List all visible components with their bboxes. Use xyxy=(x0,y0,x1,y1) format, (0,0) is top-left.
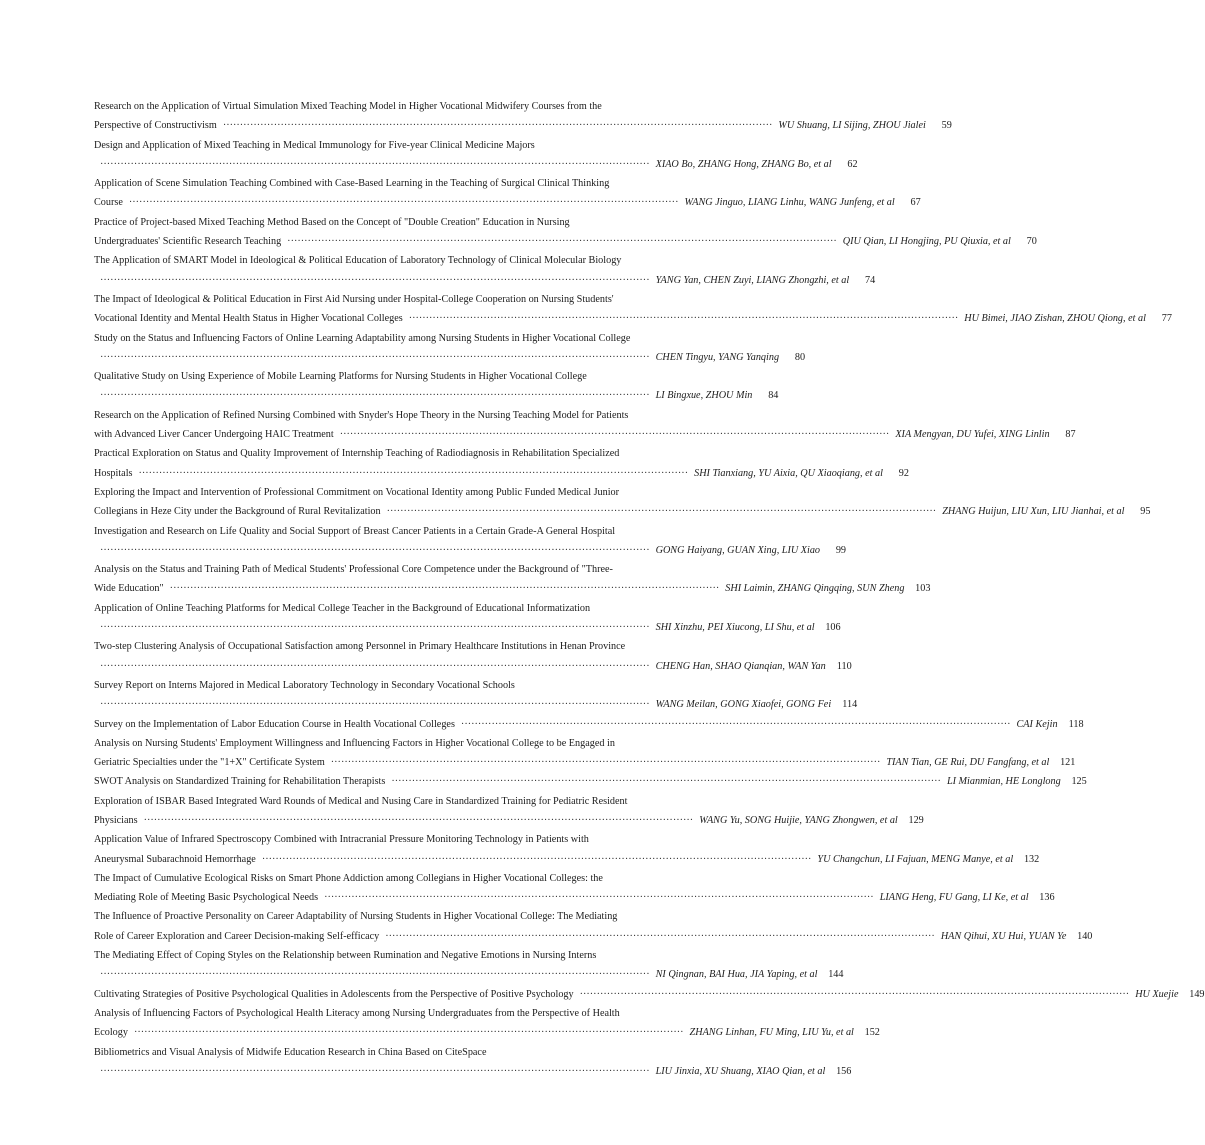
toc-entry-title-continuation: Wide Education" xyxy=(94,583,164,595)
toc-entry-leader-row xyxy=(94,965,844,984)
toc-entry-title: Investigation and Research on Life Quality and Social Support of Breast Cancer Patients in a Certain Grade-A General Hospital xyxy=(94,525,616,537)
toc-entry-page-number: 121 xyxy=(1060,757,1076,769)
toc-entry[interactable] xyxy=(94,676,858,715)
toc-entry-page-number: 129 xyxy=(908,814,924,826)
dot-leader: ·································································································································································· xyxy=(100,158,650,170)
toc-entry-leader-row xyxy=(94,464,909,483)
toc-entry-leader-row xyxy=(94,985,1205,1004)
toc-entry-authors: LIU Jinxia, XU Shuang, XIAO Qian, et al xyxy=(655,1065,826,1077)
toc-entry-title: Research on the Application of Refined Nursing Combined with Snyder's Hope Theory in the Nursing Teaching Model for Patients xyxy=(94,409,629,421)
toc-entry-title-continuation: with Advanced Liver Cancer Undergoing HAIC Treatment xyxy=(94,429,334,441)
toc-entry-page-number: 99 xyxy=(835,544,847,556)
dot-leader: ·································································································································································· xyxy=(222,120,773,132)
dot-leader: ·································································································································································· xyxy=(100,699,650,711)
toc-entry-leader-row xyxy=(94,425,1076,444)
toc-entry[interactable] xyxy=(94,792,924,831)
toc-entry-leader-row xyxy=(94,1062,852,1081)
toc-entry-title-continuation: Survey on the Implementation of Labor Education Course in Health Vocational Colleges xyxy=(94,718,455,730)
toc-entry-title: Bibliometrics and Visual Analysis of Midwife Education Research in China Based on CiteSpace xyxy=(94,1046,487,1058)
toc-entry-title-continuation: SWOT Analysis on Standardized Training for Rehabilitation Therapists xyxy=(94,776,386,788)
toc-entry-authors: HAN Qihui, XU Hui, YUAN Ye xyxy=(940,930,1067,942)
toc-entry-authors: HU Bimei, JIAO Zishan, ZHOU Qiong, et al xyxy=(964,313,1146,325)
toc-entry-title: The Mediating Effect of Coping Styles on the Relationship between Rumination and Negative Emotions in Nursing Interns xyxy=(94,950,597,962)
toc-entry-title: Analysis on Nursing Students' Employment Willingness and Influencing Factors in Higher Vocational College to be Engaged in xyxy=(94,737,615,749)
toc-entry-page-number: 140 xyxy=(1077,930,1093,942)
toc-entry-title: The Impact of Cumulative Ecological Risks on Smart Phone Addiction among Collegians in Higher Vocational Colleges: the xyxy=(94,872,603,884)
dot-leader: ·································································································································································· xyxy=(330,757,881,769)
toc-entry-authors: WANG Jinguo, LIANG Linhu, WANG Junfeng, et al xyxy=(684,197,895,209)
toc-entry-page-number: 92 xyxy=(898,467,909,479)
toc-entry-leader-row xyxy=(94,850,1040,869)
toc-entry-leader-row xyxy=(94,348,806,367)
toc-entry[interactable] xyxy=(94,406,1076,445)
toc-entry-authors: YU Changchun, LI Fajuan, MENG Manye, et al xyxy=(817,853,1014,865)
toc-entry-authors: CHENG Han, SHAO Qianqian, WAN Yan xyxy=(655,660,826,672)
dot-leader: ·································································································································································· xyxy=(100,544,650,556)
toc-entry-authors: LI Mianmian, HE Longlong xyxy=(946,776,1061,788)
dot-leader: ·································································································································································· xyxy=(100,351,650,363)
toc-entry[interactable] xyxy=(94,946,844,985)
dot-leader: ·································································································································································· xyxy=(261,853,812,865)
dot-leader: ·································································································································································· xyxy=(100,1065,650,1077)
toc-entry-authors: SHI Tianxiang, YU Aixia, QU Xiaoqiang, et al xyxy=(694,467,883,479)
dot-leader: ·································································································································································· xyxy=(579,988,1130,1000)
toc-entry[interactable] xyxy=(94,1004,880,1043)
toc-entry-page-number: 118 xyxy=(1068,718,1084,730)
toc-entry-authors: SHI Laimin, ZHANG Qingqing, SUN Zheng xyxy=(725,583,905,595)
toc-entry-leader-row xyxy=(94,193,921,212)
toc-entry-authors: CHEN Tingyu, YANG Yanqing xyxy=(655,351,780,363)
dot-leader: ·································································································································································· xyxy=(408,313,959,325)
toc-entry[interactable] xyxy=(94,290,1172,329)
toc-entry-title: The Influence of Proactive Personality on Career Adaptability of Nursing Students in Higher Vocational College: The Mediating xyxy=(94,911,618,923)
toc-entry-authors: XIA Mengyan, DU Yufei, XING Linlin xyxy=(895,429,1050,441)
dot-leader: ·································································································································································· xyxy=(385,930,935,942)
toc-entry-authors: ZHANG Huijun, LIU Xun, LIU Jianhai, et al xyxy=(942,506,1125,518)
toc-entry[interactable] xyxy=(94,97,952,136)
dot-leader: ·································································································································································· xyxy=(133,1027,684,1039)
dot-leader: ·································································································································································· xyxy=(100,660,650,672)
toc-entry-authors: CAI Kejin xyxy=(1016,718,1058,730)
toc-entry-title: The Application of SMART Model in Ideological & Political Education of Laboratory Technology of Clinical Molecular Biology xyxy=(94,255,622,267)
toc-entry[interactable] xyxy=(94,367,779,406)
toc-entry-authors: GONG Haiyang, GUAN Xing, LIU Xiao xyxy=(655,544,821,556)
toc-entry-authors: LIANG Heng, FU Gang, LI Ke, et al xyxy=(879,892,1029,904)
toc-entry-title: Design and Application of Mixed Teaching in Medical Immunology for Five-year Clinical Medicine Majors xyxy=(94,139,535,151)
toc-entry-authors: SHI Xinzhu, PEI Xiucong, LI Shu, et al xyxy=(655,622,815,634)
toc-entry[interactable] xyxy=(94,830,1040,869)
toc-entry[interactable] xyxy=(94,985,1205,1004)
toc-entry-authors: YANG Yan, CHEN Zuyi, LIANG Zhongzhi, et al xyxy=(655,274,850,286)
toc-entry[interactable] xyxy=(94,907,1093,946)
toc-entry[interactable] xyxy=(94,560,931,599)
toc-entry-title: The Impact of Ideological & Political Education in First Aid Nursing under Hospital-College Cooperation on Nursing Students' xyxy=(94,293,614,305)
toc-entry-title: Application of Online Teaching Platforms for Medical College Teacher in the Background of Educational Informatization xyxy=(94,602,591,614)
toc-entry-title-continuation: Geriatric Specialties under the "1+X" Certificate System xyxy=(94,757,325,769)
toc-entry-title: Survey Report on Interns Majored in Medical Laboratory Technology in Secondary Vocational Schools xyxy=(94,679,515,691)
toc-entry-title: Application Value of Infrared Spectroscopy Combined with Intracranial Pressure Monitoring Technology in Patients with xyxy=(94,834,589,846)
toc-entry-title-continuation: Ecology xyxy=(94,1027,128,1039)
toc-entry-leader-row xyxy=(94,232,1037,251)
toc-entry-leader-row xyxy=(94,116,952,135)
toc-entry-leader-row xyxy=(94,579,931,598)
toc-entry-title-continuation: Undergraduates' Scientific Research Teaching xyxy=(94,236,282,248)
toc-entry-authors: LI Bingxue, ZHOU Min xyxy=(655,390,753,402)
toc-entry-page-number: 136 xyxy=(1039,892,1055,904)
toc-entry-title: Practical Exploration on Status and Quality Improvement of Internship Teaching of Radiodiagnosis in Rehabilitation Specialized xyxy=(94,448,620,460)
dot-leader: ·································································································································································· xyxy=(100,274,650,286)
dot-leader: ·································································································································································· xyxy=(287,236,837,248)
toc-entry[interactable] xyxy=(94,715,1084,734)
toc-entry-authors: ZHANG Linhan, FU Ming, LIU Yu, et al xyxy=(689,1027,854,1039)
dot-leader: ·································································································································································· xyxy=(391,776,941,788)
toc-entry-title-continuation: Role of Career Exploration and Career Decision-making Self-efficacy xyxy=(94,930,380,942)
dot-leader: ·································································································································································· xyxy=(460,718,1011,730)
toc-entry-page-number: 70 xyxy=(1026,236,1037,248)
toc-entry[interactable] xyxy=(94,174,921,213)
toc-entry-leader-row xyxy=(94,888,1055,907)
toc-entry-title: Two-step Clustering Analysis of Occupational Satisfaction among Personnel in Primary Healthcare Institutions in Henan Province xyxy=(94,641,626,653)
toc-entry-page-number: 152 xyxy=(864,1027,880,1039)
toc-entry-leader-row xyxy=(94,386,779,405)
dot-leader: ·································································································································································· xyxy=(143,814,694,826)
toc-entry-title-continuation: Collegians in Heze City under the Background of Rural Revitalization xyxy=(94,506,381,518)
toc-entry-leader-row xyxy=(94,155,858,174)
toc-entry-leader-row xyxy=(94,772,1087,791)
dot-leader: ·································································································································································· xyxy=(100,622,650,634)
toc-entry-leader-row xyxy=(94,927,1093,946)
toc-entry-leader-row xyxy=(94,811,924,830)
toc-entry-leader-row xyxy=(94,502,1151,521)
toc-entry[interactable] xyxy=(94,772,1087,791)
toc-entry-title: Qualitative Study on Using Experience of Mobile Learning Platforms for Nursing Students in Higher Vocational College xyxy=(94,371,587,383)
toc-entry-leader-row xyxy=(94,657,852,676)
dot-leader: ·································································································································································· xyxy=(324,892,874,904)
toc-entry-page-number: 125 xyxy=(1071,776,1087,788)
toc-entry-page-number: 114 xyxy=(842,699,858,711)
toc-entry-page-number: 110 xyxy=(836,660,852,672)
toc-entry-leader-row xyxy=(94,695,858,714)
toc-entry-title: Exploration of ISBAR Based Integrated Ward Rounds of Medical and Nusing Care in Standardized Training for Pediatric Resident xyxy=(94,795,628,807)
toc-entry-title-continuation: Mediating Role of Meeting Basic Psychological Needs xyxy=(94,892,319,904)
toc-entry-title: Exploring the Impact and Intervention of Professional Commitment on Vocational Identity among Public Funded Medical Junior xyxy=(94,486,620,498)
toc-entry-page-number: 84 xyxy=(768,390,779,402)
toc-entry-page-number: 62 xyxy=(847,158,858,170)
toc-entry[interactable] xyxy=(94,136,858,175)
toc-entry-authors: WANG Meilan, GONG Xiaofei, GONG Fei xyxy=(655,699,832,711)
toc-entry[interactable] xyxy=(94,734,1076,773)
toc-entry-authors: WANG Yu, SONG Huijie, YANG Zhongwen, et al xyxy=(699,814,898,826)
toc-entry-page-number: 103 xyxy=(915,583,931,595)
toc-entry-title: Study on the Status and Influencing Factors of Online Learning Adaptability among Nursing Students in Higher Vocational College xyxy=(94,332,631,344)
toc-entry-page-number: 106 xyxy=(825,622,841,634)
toc-entry-title-continuation: Vocational Identity and Mental Health Status in Higher Vocational Colleges xyxy=(94,313,403,325)
toc-entry-page-number: 67 xyxy=(910,197,921,209)
toc-entry[interactable] xyxy=(94,522,847,561)
toc-entry-authors: HU Xuejie xyxy=(1135,988,1179,1000)
toc-entry[interactable] xyxy=(94,213,1037,252)
toc-entry-leader-row xyxy=(94,1023,880,1042)
toc-entry-title-continuation: Hospitals xyxy=(94,467,133,479)
toc-entry-title: Analysis of Influencing Factors of Psychological Health Literacy among Nursing Undergraduates from the Perspective of Health xyxy=(94,1007,620,1019)
toc-entry-page-number: 149 xyxy=(1189,988,1205,1000)
toc-entry-title-continuation: Perspective of Constructivism xyxy=(94,120,217,132)
toc-entry-leader-row xyxy=(94,271,876,290)
dot-leader: ·································································································································································· xyxy=(138,467,689,479)
dot-leader: ·································································································································································· xyxy=(100,390,650,402)
toc-entry-page-number: 59 xyxy=(941,120,952,132)
toc-entry-title: Analysis on the Status and Training Path of Medical Students' Professional Core Competence under the Background of "Three- xyxy=(94,564,613,576)
toc-entry-title-continuation: Cultivating Strategies of Positive Psychological Qualities in Adolescents from the Perspective of Positive Psychology xyxy=(94,988,574,1000)
toc-entry-authors: QIU Qian, LI Hongjing, PU Qiuxia, et al xyxy=(842,236,1011,248)
toc-entry-page-number: 74 xyxy=(865,274,876,286)
toc-entry-title: Research on the Application of Virtual Simulation Mixed Teaching Model in Higher Vocational Midwifery Courses from the xyxy=(94,101,602,112)
toc-entry-authors: XIAO Bo, ZHANG Hong, ZHANG Bo, et al xyxy=(655,158,832,170)
dot-leader: ·································································································································································· xyxy=(169,583,720,595)
toc-entry-page-number: 95 xyxy=(1140,506,1151,518)
toc-entry-page-number: 144 xyxy=(828,969,844,981)
dot-leader: ·································································································································································· xyxy=(386,506,937,518)
toc-entry[interactable] xyxy=(94,329,806,368)
toc-entry-title-continuation: Course xyxy=(94,197,123,209)
toc-entry-leader-row xyxy=(94,309,1172,328)
toc-entry-title-continuation: Physicians xyxy=(94,814,138,826)
toc-entry[interactable] xyxy=(94,483,1151,522)
toc-entry-page-number: 80 xyxy=(794,351,806,363)
toc-entry[interactable] xyxy=(94,599,841,638)
toc-entry-page-number: 156 xyxy=(836,1065,852,1077)
toc-entry-title: Practice of Project-based Mixed Teaching Method Based on the Concept of "Double Creation" Education in Nursing xyxy=(94,216,570,228)
toc-entry-page-number: 132 xyxy=(1023,853,1040,865)
dot-leader: ·································································································································································· xyxy=(100,969,650,981)
toc-entry-page-number: 87 xyxy=(1065,429,1076,441)
toc-entry-page-number: 77 xyxy=(1161,313,1172,325)
table-of-contents xyxy=(94,97,1205,1081)
toc-entry[interactable] xyxy=(94,251,876,290)
toc-entry-authors: WU Shuang, LI Sijing, ZHOU Jialei xyxy=(778,120,926,132)
toc-entry-leader-row xyxy=(94,715,1084,734)
toc-entry-leader-row xyxy=(94,618,841,637)
toc-entry[interactable] xyxy=(94,637,852,676)
toc-entry-title-continuation: Aneurysmal Subarachnoid Hemorrhage xyxy=(94,853,256,865)
toc-entry-authors: TIAN Tian, GE Rui, DU Fangfang, et al xyxy=(886,757,1050,769)
toc-entry[interactable] xyxy=(94,869,1055,908)
toc-entry[interactable] xyxy=(94,1043,852,1082)
dot-leader: ·································································································································································· xyxy=(339,429,890,441)
toc-entry-leader-row xyxy=(94,541,847,560)
toc-entry[interactable] xyxy=(94,444,909,483)
toc-entry-leader-row xyxy=(94,753,1076,772)
toc-entry-title: Application of Scene Simulation Teaching Combined with Case-Based Learning in the Teaching of Surgical Clinical Thinking xyxy=(94,178,610,190)
dot-leader: ·································································································································································· xyxy=(128,197,679,209)
toc-entry-authors: NI Qingnan, BAI Hua, JIA Yaping, et al xyxy=(655,969,818,981)
